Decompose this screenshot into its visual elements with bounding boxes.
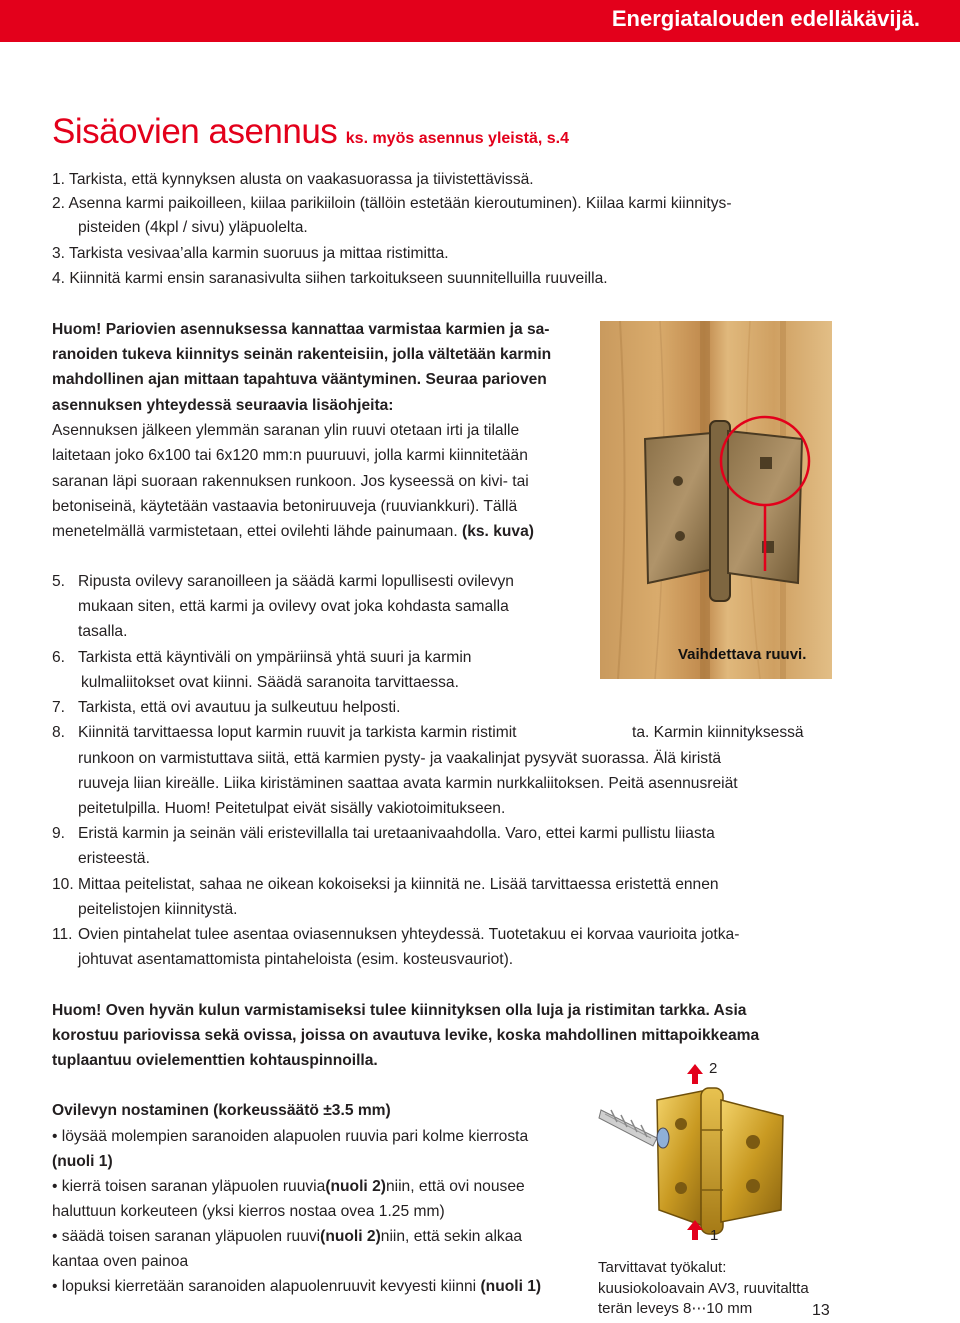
arrow-2-icon (687, 1064, 703, 1084)
step-9-num: 9. (52, 825, 66, 842)
step-6-num: 6. (52, 649, 66, 666)
step-6 (52, 648, 471, 668)
note1-lead: Huom! (52, 321, 102, 338)
lift-bullet-3-c: niin, että sekin alkaa (380, 1228, 523, 1245)
step-10-cont: peitelistojen kiinnitystä. (78, 901, 238, 918)
step-5-num: 5. (52, 573, 66, 590)
step-11-text: Ovien pintahelat tulee asentaa oviasennuksen yhteydessä. Tuotetakuu ei korvaa vaurioita jotka- (78, 926, 740, 943)
note2-line-3: tuplaantuu ovielementtien kohtauspinnoilla. (52, 1052, 378, 1069)
step-5-cont-1: mukaan siten, että karmi ja ovilevy ovat joka kohdasta samalla (78, 598, 509, 615)
step-7-num: 7. (52, 699, 66, 716)
hinge-photo-image (600, 321, 832, 679)
page-title-sub: ks. myös asennus yleistä, s.4 (345, 130, 569, 147)
lift-bullet-1-cont: (nuoli 1) (52, 1153, 113, 1170)
step-8-cont-3: peitetulpilla. Huom! Peitetulpat eivät sisälly vakiotoimitukseen. (78, 800, 506, 817)
step-6-cont: kulmaliitokset ovat kiinni. Säädä saranoita tarvittaessa. (81, 674, 459, 691)
note2-line-1: Huom! Oven hyvän kulun varmistamiseksi tulee kiinnityksen olla luja ja ristimitan tarkka. Asia (52, 1002, 747, 1019)
step-6-text: Tarkista että käyntiväli on ympäriinsä yhtä suuri ja karmin (78, 649, 472, 666)
note1-text-9b: (ks. kuva) (457, 523, 534, 540)
hinge-photo (600, 321, 832, 679)
page-title (52, 112, 569, 152)
step-11-cont: johtuvat asentamattomista pintaheloista (esim. kosteusvauriot). (78, 951, 514, 968)
lift-bullet-2-cont: haluttuun korkeuteen (yksi kierros nostaa ovea 1.25 mm) (52, 1203, 445, 1220)
note1-line-5: Asennuksen jälkeen ylemmän saranan ylin ruuvi otetaan irti ja tilalle (52, 422, 520, 439)
lift-heading: Ovilevyn nostaminen (korkeussäätö ±3.5 mm) (52, 1102, 391, 1119)
step-7 (52, 698, 400, 718)
note1-line-7: saranan läpi suoraan rakennuksen runkoon. Jos kyseessä on kivi- tai (52, 473, 529, 490)
step-10 (52, 875, 719, 895)
note1-line-9 (52, 522, 534, 542)
step-2: 2. Asenna karmi paikoilleen, kiilaa parikiiloin (tällöin estetään kieroutuminen). Kiilaa karmi kiinnitys- (52, 195, 732, 212)
step-5-cont-2: tasalla. (78, 623, 128, 640)
step-11-num: 11. (52, 926, 73, 943)
note1-line-6: laitetaan joko 6x100 tai 6x120 mm:n puuruuvi, jolla karmi kiinnitetään (52, 447, 528, 464)
step-10-text: Mittaa peitelistat, sahaa ne oikean kokoiseksi ja kiinnitä ne. Lisää tarvittaessa eristettä ennen (78, 876, 719, 893)
arrow-2-label: 2 (709, 1060, 718, 1077)
note2-line-2: korostuu pariovissa sekä ovissa, joissa on avautuva levike, koska mahdollinen mittapoikkeama (52, 1027, 760, 1044)
step-7-text: Tarkista, että ovi avautuu ja sulkeutuu helposti. (78, 699, 401, 716)
step-1: 1. Tarkista, että kynnyksen alusta on vaakasuorassa ja tiivistettävissä. (52, 171, 534, 188)
step-9-text: Eristä karmin ja seinän väli eristevillalla tai uretaanivaahdolla. Varo, ettei karmi pullistu liiasta (78, 825, 715, 842)
header-bar (0, 0, 960, 42)
step-8-num: 8. (52, 724, 66, 741)
page-number: 13 (812, 1302, 830, 1319)
step-5-text: Ripusta ovilevy saranoilleen ja säädä karmi lopullisesti ovilevyn (78, 573, 514, 590)
lift-bullet-4-bold: (nuoli 1) (476, 1278, 542, 1295)
note1-text-9a: menetelmällä varmistetaan, ettei ovilehti lähde painumaan. (52, 523, 458, 540)
page-title-main: Sisäovien asennus (52, 112, 338, 151)
lift-bullet-2 (52, 1177, 525, 1197)
hinge-drawing (597, 1060, 797, 1250)
lift-bullet-4-a: • lopuksi kierretään saranoiden alapuolenruuvit kevyesti kiinni (52, 1278, 477, 1295)
lift-bullet-4 (52, 1277, 541, 1297)
tools-line-2: kuusiokoloavain AV3, ruuvitaltta (598, 1280, 809, 1297)
lift-bullet-3 (52, 1227, 522, 1247)
lift-bullet-2-a: • kierrä toisen saranan yläpuolen ruuvia (52, 1178, 326, 1195)
step-8-text-2: ta. Karmin kiinnityksessä (632, 724, 804, 741)
lift-bullet-3-bold: (nuoli 2) (320, 1228, 381, 1245)
step-9-cont: eristeestä. (78, 850, 150, 867)
note1-text-3b: Seuraa parioven (421, 371, 547, 388)
note1-line-8: betoniseinä, käytetään vastaavia betoniruuveja (ruuviankkuri). Tällä (52, 498, 518, 515)
note1-text-3a: mahdollinen ajan mittaan tapahtuva vääntyminen. (52, 371, 422, 388)
note1-line-3 (52, 370, 547, 390)
lift-bullet-2-c: niin, että ovi nousee (385, 1178, 525, 1195)
lift-bullet-3-a: • säädä toisen saranan yläpuolen ruuvi (52, 1228, 321, 1245)
note1-line-4: asennuksen yhteydessä seuraavia lisäohjeita: (52, 397, 394, 414)
step-10-num: 10. (52, 876, 74, 893)
arrow-1-label: 1 (710, 1227, 719, 1244)
lift-bullet-1: • löysää molempien saranoiden alapuolen ruuvia pari kolme kierrosta (52, 1128, 529, 1145)
note1-line-2: ranoiden tukeva kiinnitys seinän rakenteisiin, jolla vältetään karmin (52, 346, 552, 363)
step-9 (52, 824, 715, 844)
step-4: 4. Kiinnitä karmi ensin saranasivulta siihen tarkoitukseen suunnitelluilla ruuveilla. (52, 270, 608, 287)
photo-label: Vaihdettava ruuvi. (678, 646, 807, 663)
header-title: Energiatalouden edelläkävijä. (611, 6, 920, 31)
step-8-text: Kiinnitä tarvittaessa loput karmin ruuvit ja tarkista karmin ristimit (78, 724, 517, 741)
tools-line-3: terän leveys 8⋯10 mm (598, 1300, 753, 1317)
tools-heading: Tarvittavat työkalut: (598, 1259, 727, 1276)
lift-bullet-3-cont: kantaa oven painoa (52, 1253, 189, 1270)
lift-bullet-2-bold: (nuoli 2) (325, 1178, 386, 1195)
note1-line-1 (52, 320, 550, 340)
step-11 (52, 925, 739, 945)
step-2-cont: pisteiden (4kpl / sivu) yläpuolelta. (78, 219, 308, 236)
step-5 (52, 572, 514, 592)
step-8-cont-1: runkoon on varmistuttava siitä, että karmien pysty- ja vaakalinjat pysyvät suorassa. Älä kiristä (78, 750, 722, 767)
step-8 (52, 723, 517, 743)
hinge-illustration (597, 1060, 797, 1250)
step-3: 3. Tarkista vesivaa’alla karmin suoruus ja mittaa ristimitta. (52, 245, 449, 262)
note1-text-1: Pariovien asennuksessa kannattaa varmistaa karmien ja sa- (101, 321, 550, 338)
step-8-cont-2: ruuveja liian kireälle. Liika kiristäminen saattaa avata karmin nurkkaliitoksen. Peitä asennusreiät (78, 775, 738, 792)
